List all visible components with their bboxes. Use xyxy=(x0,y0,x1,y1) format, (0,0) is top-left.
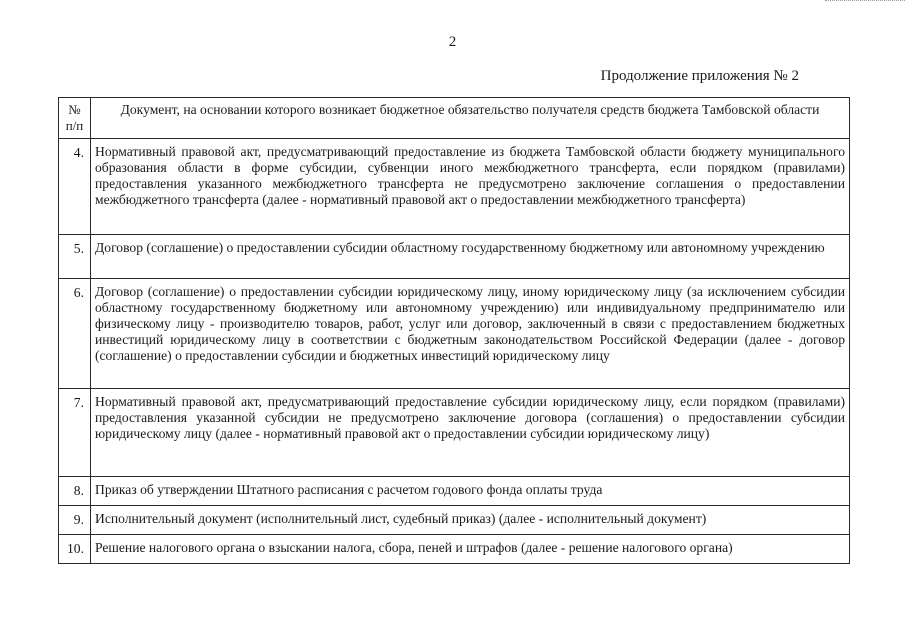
scan-edge-mark xyxy=(825,0,905,2)
header-number-cell xyxy=(59,98,91,139)
row-number: 7. xyxy=(59,389,91,477)
header-title-cell: Документ, на основании которого возникает бюджетное обязательство получателя средств бюджета Тамбовской области xyxy=(91,98,850,139)
table-row xyxy=(59,279,850,389)
table-row xyxy=(59,506,850,535)
header-number-abbrev: п/п xyxy=(65,118,84,133)
row-document-text: Исполнительный документ (исполнительный лист, судебный приказ) (далее - исполнительный документ) xyxy=(91,506,850,535)
table-row xyxy=(59,235,850,279)
table-row xyxy=(59,139,850,235)
row-document-text: Приказ об утверждении Штатного расписания с расчетом годового фонда оплаты труда xyxy=(91,477,850,506)
row-number: 5. xyxy=(59,235,91,279)
table-row xyxy=(59,477,850,506)
header-number-symbol: № xyxy=(68,102,81,117)
row-number: 6. xyxy=(59,279,91,389)
row-number: 4. xyxy=(59,139,91,235)
page-number: 2 xyxy=(448,34,457,50)
row-number: 8. xyxy=(59,477,91,506)
row-document-text: Договор (соглашение) о предоставлении субсидии юридическому лицу, иному юридическому лицу (за исключением субсидии областному государственному бюджетному или автономному учреждению) или индивидуальному предпринимателю или физическому лицу - производителю товаров, работ, услуг или договор, заключенный в связи с предоставлением бюджетных инвестиций юридическому лицу в соответствии с бюджетным законодательством Российской Федерации (далее - договор (соглашение) о предоставлении субсидии и бюджетных инвестиций юридическому лицу xyxy=(91,279,850,389)
row-document-text: Нормативный правовой акт, предусматривающий предоставление субсидии юридическому лицу, если порядком (правилами) предоставления указанной субсидии не предусмотрено заключение договора (соглашения) о предоставлении субсидии юридическому лицу (далее - нормативный правовой акт о предоставлении субсидии юридическому лицу) xyxy=(91,389,850,477)
row-document-text: Нормативный правовой акт, предусматривающий предоставление из бюджета Тамбовской области бюджету муниципального образования области в форме субсидии, субвенции иного межбюджетного трансферта, если порядком (правилами) предоставления указанного межбюджетного трансферта не предусмотрено заключение соглашения о предоставлении межбюджетного трансферта (далее - нормативный правовой акт о предоставлении межбюджетного трансферта) xyxy=(91,139,850,235)
table-row xyxy=(59,389,850,477)
appendix-continuation-note: Продолжение приложения № 2 xyxy=(600,68,799,84)
table-header-row xyxy=(59,98,850,139)
row-number: 9. xyxy=(59,506,91,535)
row-document-text: Решение налогового органа о взыскании налога, сбора, пеней и штрафов (далее - решение налогового органа) xyxy=(91,535,850,564)
documents-table xyxy=(58,97,850,564)
table-row xyxy=(59,535,850,564)
row-number: 10. xyxy=(59,535,91,564)
row-document-text: Договор (соглашение) о предоставлении субсидии областному государственному бюджетному или автономному учреждению xyxy=(91,235,850,279)
